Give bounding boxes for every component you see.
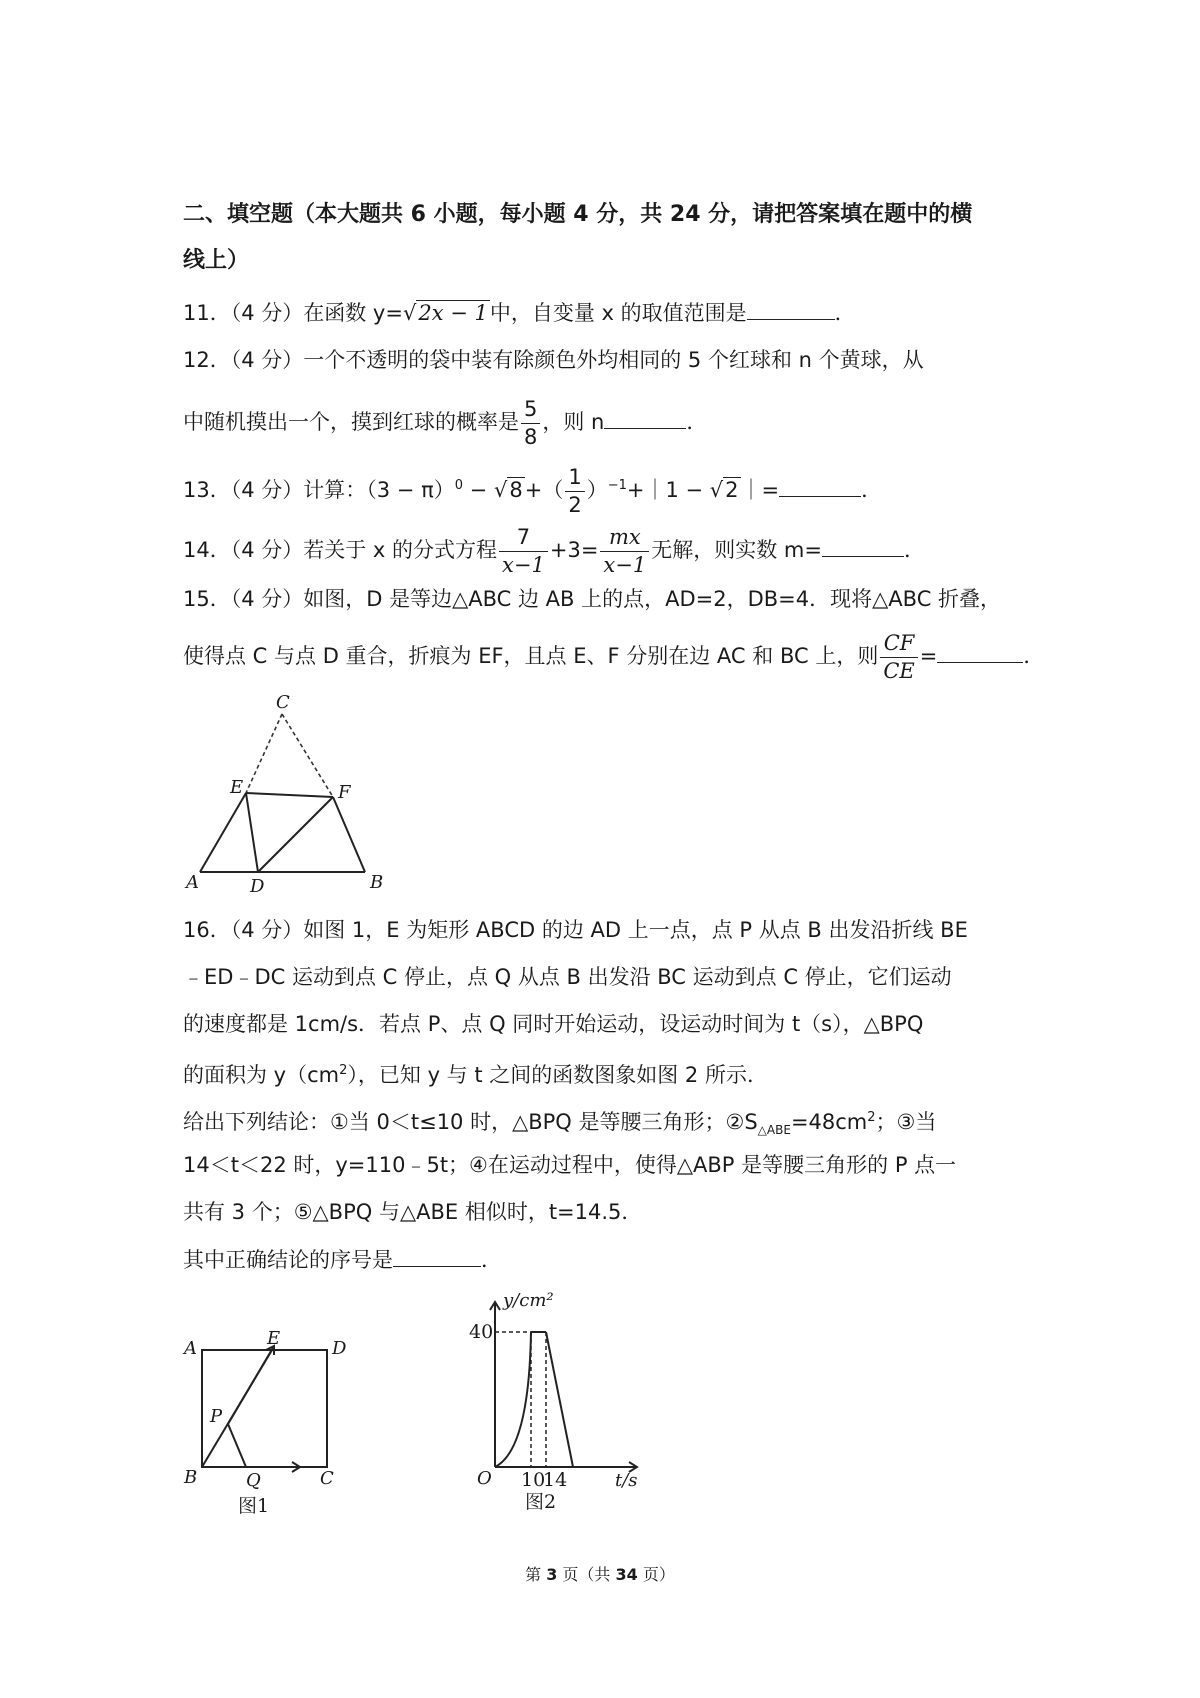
q16-sup2: 2 <box>867 1110 876 1125</box>
question-16-line7: 共有 3 个；⑤△BPQ 与△ABE 相似时，t=14.5． <box>183 1200 643 1224</box>
question-13 <box>183 456 1033 516</box>
q13-paren: ） <box>586 478 608 502</box>
frac-denominator: CE <box>883 658 915 683</box>
curve-0-10 <box>495 1332 531 1467</box>
label-b: B <box>370 872 384 893</box>
q13-eq: ｜= <box>740 478 780 502</box>
footer-total-pages: 34 <box>615 1565 638 1584</box>
sqrt-2: √2 <box>709 478 739 502</box>
answer-blank-11[interactable] <box>747 297 835 320</box>
frac-denominator: 8 <box>524 424 538 449</box>
segment-14-22 <box>546 1332 573 1467</box>
question-16-line6: 14＜t＜22 时，y=110﹣5t；④在运动过程中，使得△ABP 是等腰三角形的 P 点一 <box>183 1153 957 1177</box>
fraction-1-2 <box>565 464 584 517</box>
question-16-line8 <box>183 1244 1033 1275</box>
q12-end: ． <box>686 410 708 434</box>
q12-text: 中随机摸出一个，摸到红球的概率是 <box>183 410 519 434</box>
q16-end: ． <box>481 1248 502 1272</box>
label-c: C <box>276 692 290 713</box>
fraction-7-over <box>499 524 548 577</box>
label-e: E <box>267 1328 281 1349</box>
q11-text: 11．（4 分）在函数 y= <box>183 301 403 325</box>
page-footer <box>0 1562 1200 1585</box>
footer-prefix: 第 <box>525 1565 547 1584</box>
label-b: B <box>184 1467 198 1488</box>
y-axis-label: y/cm² <box>503 1290 554 1311</box>
frac-numerator: CF <box>880 633 917 658</box>
question-12-line1: 12．（4 分）一个不透明的袋中装有除颜色外均相同的 5 个红球和 n 个黄球，从 <box>183 348 924 372</box>
q11-text-b: 中，自变量 x 的取值范围是 <box>489 301 747 325</box>
question-15-line1: 15．（4 分）如图，D 是等边△ABC 边 AB 上的点，AD=2，DB=4．现将△ABC 折叠， <box>183 587 1002 611</box>
q16-line8: 其中正确结论的序号是 <box>183 1248 393 1272</box>
tick-label-40: 40 <box>469 1321 494 1343</box>
section-heading-cont: 线上） <box>183 248 250 273</box>
radicand-2: 2 <box>725 478 739 502</box>
question-16-line3: 的速度都是 1cm/s．若点 P、点 Q 同时开始运动，设运动时间为 t（s），△BPQ <box>183 1012 924 1036</box>
fraction-5-8 <box>521 396 540 449</box>
q15-text: 使得点 C 与点 D 重合，折痕为 EF，且点 E、F 分别在边 AC 和 BC 上，则 <box>183 644 879 668</box>
rectangle-figure-1 <box>180 1320 360 1520</box>
frac-denominator: x−1 <box>502 552 545 577</box>
q12-text-b: ，则 n <box>542 410 605 434</box>
origin-label: O <box>477 1468 492 1489</box>
frac-numerator: mx <box>600 527 649 552</box>
exponent-neg1: −1 <box>607 478 627 493</box>
frac-denominator: 2 <box>568 492 582 517</box>
label-c: C <box>320 1468 334 1489</box>
sqrt-expression: √2x − 1 <box>402 301 488 325</box>
q14-text-c: 无解，则实数 m= <box>651 538 822 562</box>
segment-ed <box>246 793 258 872</box>
label-d: D <box>332 1338 347 1359</box>
frac-numerator: 7 <box>499 527 548 552</box>
figure-1-caption: 图1 <box>238 1495 270 1517</box>
q11-radicand: 2x − 1 <box>418 301 488 325</box>
label-a: A <box>184 1338 197 1359</box>
frac-numerator: 5 <box>521 399 540 424</box>
fraction-cf-ce <box>880 630 917 683</box>
label-f: F <box>338 782 351 803</box>
answer-blank-13[interactable] <box>779 474 861 497</box>
q16-line4-a: 的面积为 y（cm <box>183 1063 340 1087</box>
answer-blank-12[interactable] <box>604 406 686 429</box>
triangle-fold-figure <box>180 690 400 900</box>
q15-eq: = <box>919 644 938 668</box>
fold-line-ef <box>246 793 333 797</box>
q15-end: ． <box>1023 644 1045 668</box>
exponent-zero: 0 <box>454 478 463 493</box>
q14-text: 14．（4 分）若关于 x 的分式方程 <box>183 538 498 562</box>
label-e: E <box>230 777 244 798</box>
tick-label-10: 10 <box>521 1469 546 1491</box>
label-p: P <box>210 1406 223 1427</box>
edge-fb <box>333 797 365 872</box>
sqrt-8: √8 <box>493 478 523 502</box>
q14-end: ． <box>903 538 925 562</box>
question-14 <box>183 520 1033 580</box>
question-16-line2: ﹣ED﹣DC 运动到点 C 停止，点 Q 从点 B 出发沿 BC 运动到点 C 停止，它们运动 <box>183 965 952 989</box>
answer-blank-14[interactable] <box>822 534 904 557</box>
question-11 <box>183 297 1033 328</box>
section-heading: 二、填空题（本大题共 6 小题，每小题 4 分，共 24 分，请把答案填在题中的横 <box>183 202 973 227</box>
footer-middle: 页（共 <box>557 1565 616 1584</box>
footer-page-number: 3 <box>546 1565 558 1584</box>
q16-sub: △ABE <box>757 1123 791 1138</box>
x-axis-label: t/s <box>615 1470 638 1491</box>
edge-ea <box>200 793 246 872</box>
tick-label-14: 14 <box>543 1469 568 1491</box>
function-graph-figure-2 <box>455 1290 655 1510</box>
path-arrow <box>228 1346 274 1424</box>
label-a: A <box>186 872 199 893</box>
question-16-line4 <box>183 1056 1033 1090</box>
label-d: D <box>250 876 265 897</box>
q14-plus3: +3= <box>549 538 599 562</box>
q13-text: 13．（4 分）计算：（3 − π） <box>183 478 455 502</box>
answer-blank-16[interactable] <box>393 1244 481 1267</box>
q13-minus: − <box>463 478 494 502</box>
q13-end: ． <box>861 478 883 502</box>
question-12-line2 <box>183 392 1033 452</box>
q16-line5-c: ；③当 <box>875 1110 937 1134</box>
segment-fd <box>258 797 333 872</box>
footer-suffix: 页） <box>637 1565 675 1584</box>
question-16-line1: 16．（4 分）如图 1，E 为矩形 ABCD 的边 AD 上一点，点 P 从点 B 出发沿折线 BE <box>183 918 968 942</box>
q16-line5-a: 给出下列结论：①当 0＜t≤10 时，△BPQ 是等腰三角形；②S <box>183 1110 758 1134</box>
q13-plus: +（ <box>524 478 564 502</box>
dashed-edge-ce <box>246 714 282 793</box>
frac-numerator: 1 <box>565 467 584 492</box>
dashed-edge-cf <box>282 714 333 797</box>
label-q: Q <box>246 1470 261 1491</box>
q16-line4-b: ），已知 y 与 t 之间的函数图象如图 2 所示． <box>347 1063 768 1087</box>
answer-blank-15[interactable] <box>937 640 1023 663</box>
figure-2-caption: 图2 <box>525 1491 557 1510</box>
q13-abs: +｜1 − <box>626 478 710 502</box>
q11-end: ． <box>834 301 856 325</box>
radicand-8: 8 <box>509 478 523 502</box>
q16-sup: 2 <box>339 1063 348 1078</box>
frac-denominator: x−1 <box>603 552 647 577</box>
q16-line5-b: =48cm <box>790 1110 868 1134</box>
fraction-mx-over <box>600 524 649 577</box>
question-15-line2 <box>183 626 1045 686</box>
question-16-line5 <box>183 1103 1033 1145</box>
segment-pq <box>228 1424 246 1467</box>
